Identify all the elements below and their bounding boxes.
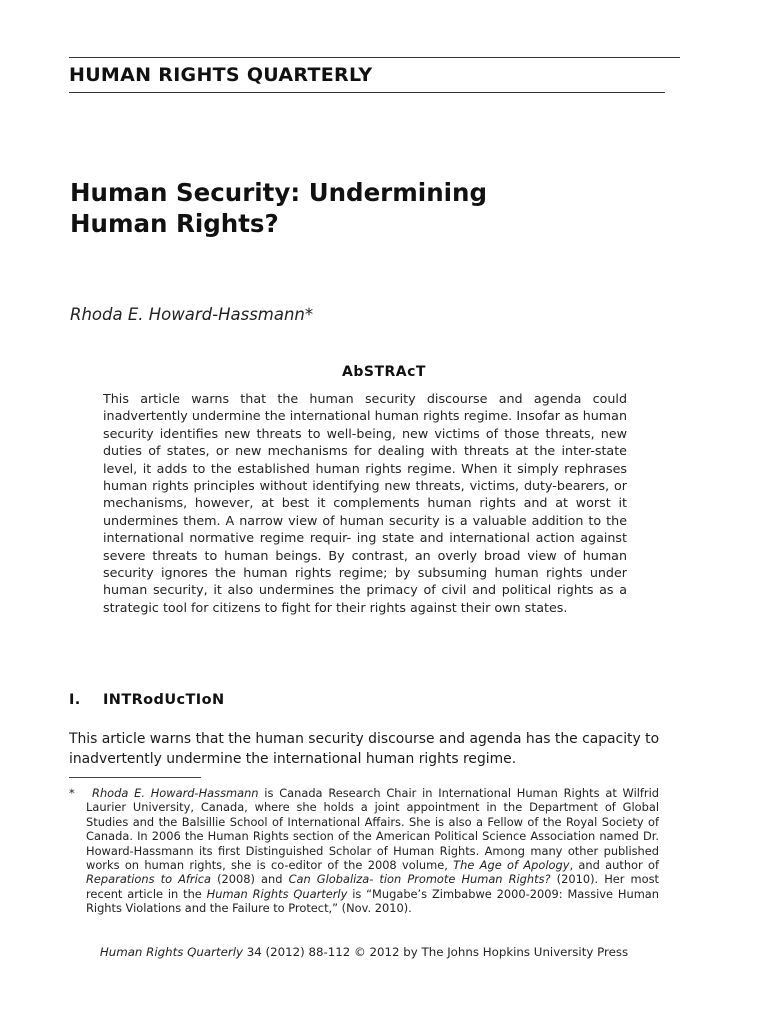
footer-journal: Human Rights Quarterly: [99, 945, 243, 959]
footer-citation: 34 (2012) 88-112 © 2012 by The Johns Hopkins University Press: [242, 945, 629, 959]
footnote-text-4: (2010). Her most recent article in the: [86, 872, 660, 901]
section-number: I.: [69, 692, 81, 708]
abstract-text: This article warns that the human security discourse and agenda could inadvertently undermine the international human rights regime. Insofar as human security identifies new threats to well-being, new victims of those threats, new duties of states, or new mechanisms for dealing with threats at the inter-state level, it adds to the established human rights regime. When it simply rephrases human rights principles without identifying new threats, victims, duty-bearers, or mechanisms, however, at best it complements human rights and at worst it undermines them. A narrow view of human security is a valuable addition to the international normative regime requir- ing state and international action against severe threats to human beings. By contrast, an overly broad view of human security ignores the human rights regime; by subsuming human rights under human security, it also undermines the primacy of civil and political rights as a strategic tool for citizens to fight for their rights against their own states.: [103, 391, 627, 615]
article-title: [70, 177, 630, 239]
footnote-book-3: Can Globaliza- tion Promote Human Rights?: [288, 872, 551, 887]
author-name: Rhoda E. Howard-Hassmann*: [70, 305, 314, 324]
footnote-rule: [69, 777, 201, 778]
footnote-book-1: The Age of Apology: [453, 858, 570, 873]
footnote-author-name: Rhoda E. Howard-Hassmann: [92, 786, 259, 800]
introduction-text: This article warns that the human security discourse and agenda has the capacity to inadvertently undermine the international human rights regime.: [69, 731, 660, 767]
footnote-text-5: is “Mugabe’s Zimbabwe 2000-2009: Massive Human Rights Violations and the Failure to Protect,” (Nov. 2010).: [86, 886, 659, 916]
header-rule: [69, 92, 665, 93]
section-title: INTRodUcTIoN: [103, 692, 225, 708]
footnote-text-3: (2008) and: [211, 872, 289, 887]
introduction-heading: [69, 692, 224, 708]
top-rule: [69, 57, 680, 58]
footnote-journal: Human Rights Quarterly: [206, 886, 348, 901]
footnote-text-1: is Canada Research Chair in International Human Rights at Wilfrid Laurier University, Canada, where she holds a joint appointment in the Department of Global Studies and the Balsillie School of International Affairs. She is also a Fellow of the Royal Society of Canada. In 2006 the Human Rights section of the American Political Science Association named Dr. Howard-Hassmann its first Distinguished Scholar of Human Rights. Among many other published works on human rights, she is co-editor of the 2008 volume,: [86, 786, 659, 873]
title-line-1: Human Security: Undermining: [70, 178, 488, 207]
citation-footer: [0, 945, 728, 959]
footnote-book-2: Reparations to Africa: [86, 872, 212, 887]
journal-name: HUMAN RIGHTS QUARTERLY: [69, 64, 373, 86]
author-footnote: [69, 786, 659, 916]
abstract-heading: AbSTRAcT: [342, 364, 426, 380]
footnote-text-2: , and author of: [569, 858, 660, 873]
title-line-2: Human Rights?: [70, 209, 279, 238]
footnote-marker: *: [69, 786, 75, 800]
